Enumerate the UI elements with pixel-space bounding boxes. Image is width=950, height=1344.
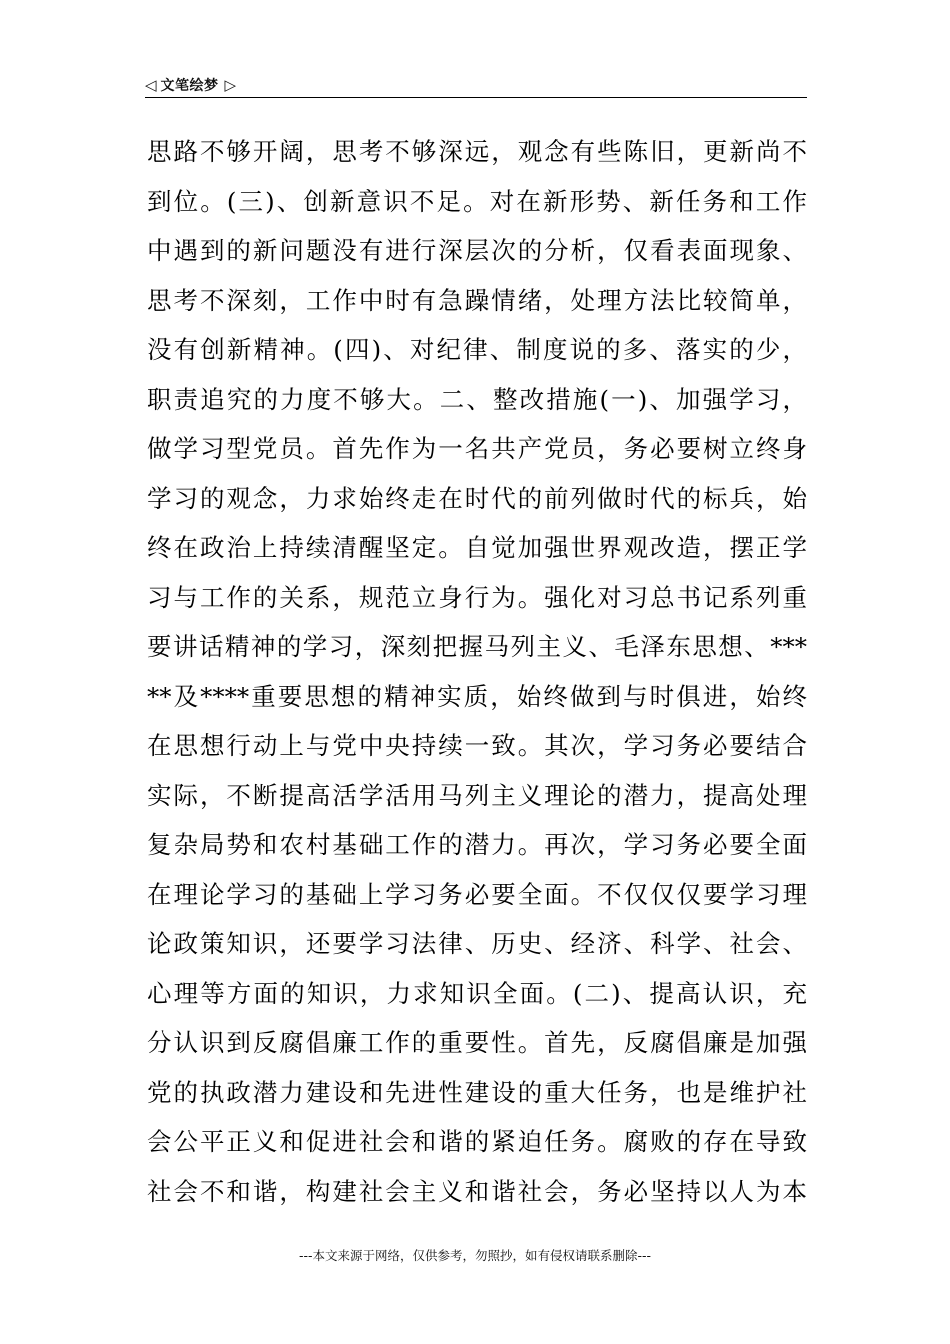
body-text-line: 会公平正义和促进社会和谐的紧迫任务。腐败的存在导致 (147, 1127, 807, 1156)
header-divider (145, 97, 807, 98)
body-text-line: 复杂局势和农村基础工作的潜力。再次，学习务必要全面 (147, 830, 807, 859)
body-text-line: 思路不够开阔，思考不够深远，观念有些陈旧，更新尚不 (147, 137, 807, 166)
page-header (145, 74, 236, 96)
body-text-line: 心理等方面的知识，力求知识全面。(二)、提高认识，充 (147, 978, 807, 1008)
body-text-line: 习与工作的关系，规范立身行为。强化对习总书记系列重 (147, 582, 807, 612)
body-text-line: 论政策知识，还要学习法律、历史、经济、科学、社会、 (147, 929, 807, 958)
right-triangle-icon: ▷ (224, 75, 237, 94)
footer-disclaimer: ---本文来源于网络，仅供参考，勿照抄，如有侵权请联系删除--- (298, 1248, 652, 1263)
body-text-line: 要讲话精神的学习，深刻把握马列主义、毛泽东思想、*** (147, 632, 807, 661)
header-title: 文笔绘梦 (160, 78, 219, 94)
body-text-line: 中遇到的新问题没有进行深层次的分析，仅看表面现象、 (147, 236, 807, 265)
body-text-line: 做学习型党员。首先作为一名共产党员，务必要树立终身 (147, 434, 807, 463)
body-text-line: 党的执政潜力建设和先进性建设的重大任务，也是维护社 (147, 1077, 807, 1107)
body-text-line: 在思想行动上与党中央持续一致。其次，学习务必要结合 (147, 731, 807, 760)
body-text-line: 思考不深刻，工作中时有急躁情绪，处理方法比较简单， (147, 285, 807, 315)
body-text-line: 没有创新精神。(四)、对纪律、制度说的多、落实的少， (147, 335, 807, 364)
body-text-line: 终在政治上持续清醒坚定。自觉加强世界观改造，摆正学 (147, 533, 807, 562)
body-text-line: **及****重要思想的精神实质，始终做到与时俱进，始终 (147, 681, 807, 711)
body-text-line: 在理论学习的基础上学习务必要全面。不仅仅仅要学习理 (147, 879, 807, 909)
document-body (147, 127, 807, 1216)
body-text-line: 学习的观念，力求始终走在时代的前列做时代的标兵，始 (147, 483, 807, 513)
body-text-line: 社会不和谐，构建社会主义和谐社会，务必坚持以人为本 (147, 1176, 807, 1206)
left-triangle-icon: ◁ (145, 75, 157, 94)
body-text-line: 职责追究的力度不够大。二、整改措施(一)、加强学习， (147, 384, 807, 414)
body-text-line: 分认识到反腐倡廉工作的重要性。首先，反腐倡廉是加强 (147, 1028, 807, 1057)
body-text-line: 到位。(三)、创新意识不足。对在新形势、新任务和工作 (147, 186, 807, 216)
body-text-line: 实际，不断提高活学活用马列主义理论的潜力，提高处理 (147, 780, 807, 810)
